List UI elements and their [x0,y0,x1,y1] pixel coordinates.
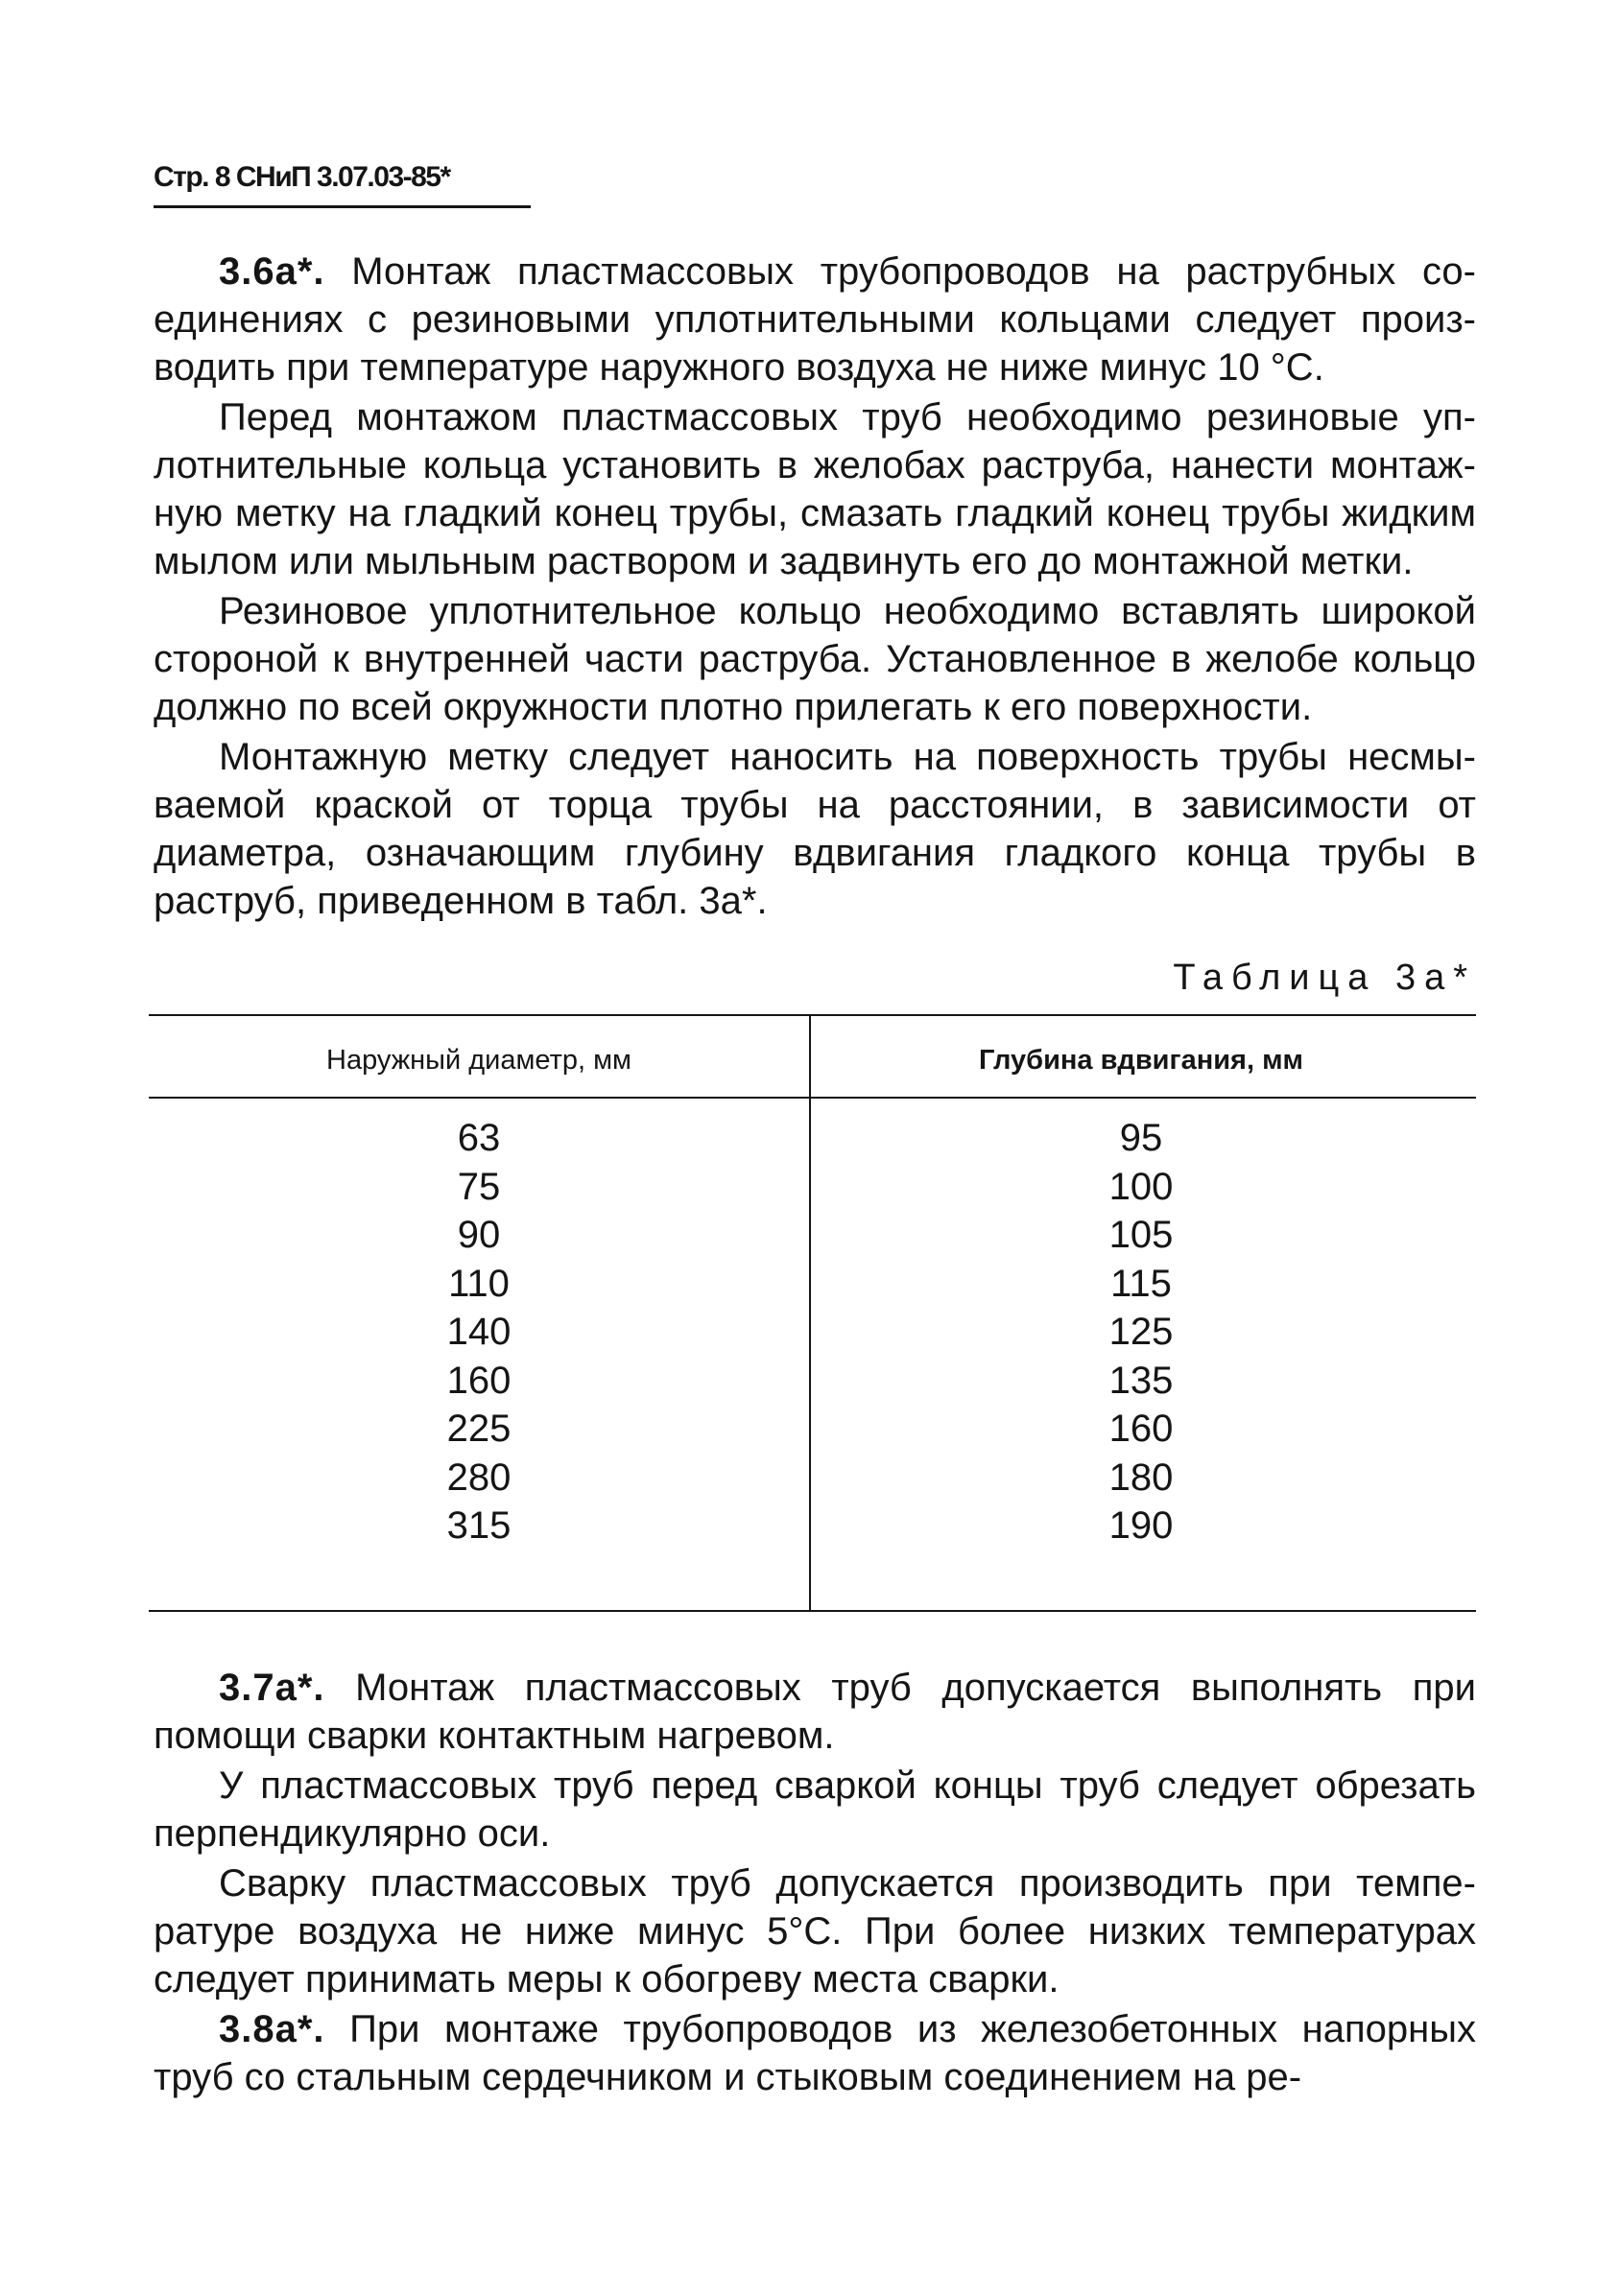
outer-diameter-column [149,1114,809,1550]
paragraph: У пластмассовых труб перед сваркой концы труб следует обрезать перпендикулярно оси. [154,1764,1476,1855]
table-cell: 280 [446,1456,512,1499]
clause-number: 3.7а*. [219,1667,325,1709]
table-cell: 190 [1108,1504,1174,1547]
table-cell: 90 [457,1214,501,1256]
paragraph-text: Монтаж пластмассовых труб допускается выполнять при помощи сварки контактным нагревом. [154,1667,1476,1757]
clause-number: 3.8а*. [219,2008,325,2050]
table-header-rule [149,1097,1476,1099]
table-cell: 160 [446,1359,512,1402]
table-cell: 100 [1108,1165,1174,1208]
table-3a [149,1014,1476,1612]
paragraph: Сварку пластмассовых труб допускается производить при температуре воздуха не ниже минус 5°С. При более низких температурах следует принимать меры к обогреву места сварки. [154,1862,1476,2000]
column-header-insertion-depth: Глубина вдвигания, мм [979,1045,1303,1076]
paragraph [154,248,1476,391]
paragraph: Перед монтажом пластмассовых труб необходимо резиновые уплотнительные кольца установить в желобах раструба, нанести монтажную метку на гладкий конец трубы, смазать гладкий конец трубы жидким мылом или мыльным раствором и задвинуть его до монтажной метки. [154,396,1476,582]
sections-3-7a-3-8a [154,1664,1476,2101]
paragraph: Резиновое уплотнительное кольцо необходимо вставлять широкой стороной к внутренней части раструба. Установленное в желобе кольцо должно по всей окружности плотно прилегать к его поверхности. [154,590,1476,728]
page-header: Стр. 8 СНиП 3.07.03-85* [154,161,450,193]
table-cell: 180 [1108,1456,1174,1499]
table-top-rule [149,1014,1476,1016]
table-cell: 225 [446,1408,512,1450]
table-bottom-rule [149,1610,1476,1612]
table-caption: Таблица 3а* [1173,958,1476,998]
table-cell: 140 [446,1311,512,1353]
table-cell: 125 [1108,1311,1174,1353]
table-cell: 63 [457,1117,501,1159]
table-cell: 115 [1110,1262,1172,1305]
column-header-outer-diameter: Наружный диаметр, мм [326,1045,631,1076]
section-3-6a [154,248,1476,925]
table-cell: 160 [1108,1408,1174,1450]
paragraph-text: Монтаж пластмассовых трубопроводов на раструбных соединениях с резиновыми уплотнительными кольцами следует производить при температуре наружного воздуха не ниже минус 10 °С. [154,250,1476,389]
clause-number: 3.6а*. [219,250,325,293]
table-cell: 105 [1108,1214,1174,1256]
paragraph [154,2005,1476,2101]
table-cell: 110 [448,1262,510,1305]
table-cell: 315 [446,1504,512,1547]
paragraph: Монтажную метку следует наносить на поверхность трубы несмываемой краской от торца трубы на расстоянии, в зависимости от диаметра, означающим глубину вдвигания гладкого конца трубы в раструб, приведенном в табл. 3а*. [154,736,1476,922]
paragraph [154,1664,1476,1760]
header-underline [154,205,531,208]
insertion-depth-column [811,1114,1471,1550]
table-cell: 75 [457,1165,501,1208]
paragraph-text: При монтаже трубопроводов из железобетонных напорных труб со стальным сердечником и стыковым соединением на ре- [154,2008,1476,2098]
table-cell: 95 [1119,1117,1163,1159]
table-cell: 135 [1108,1359,1174,1402]
